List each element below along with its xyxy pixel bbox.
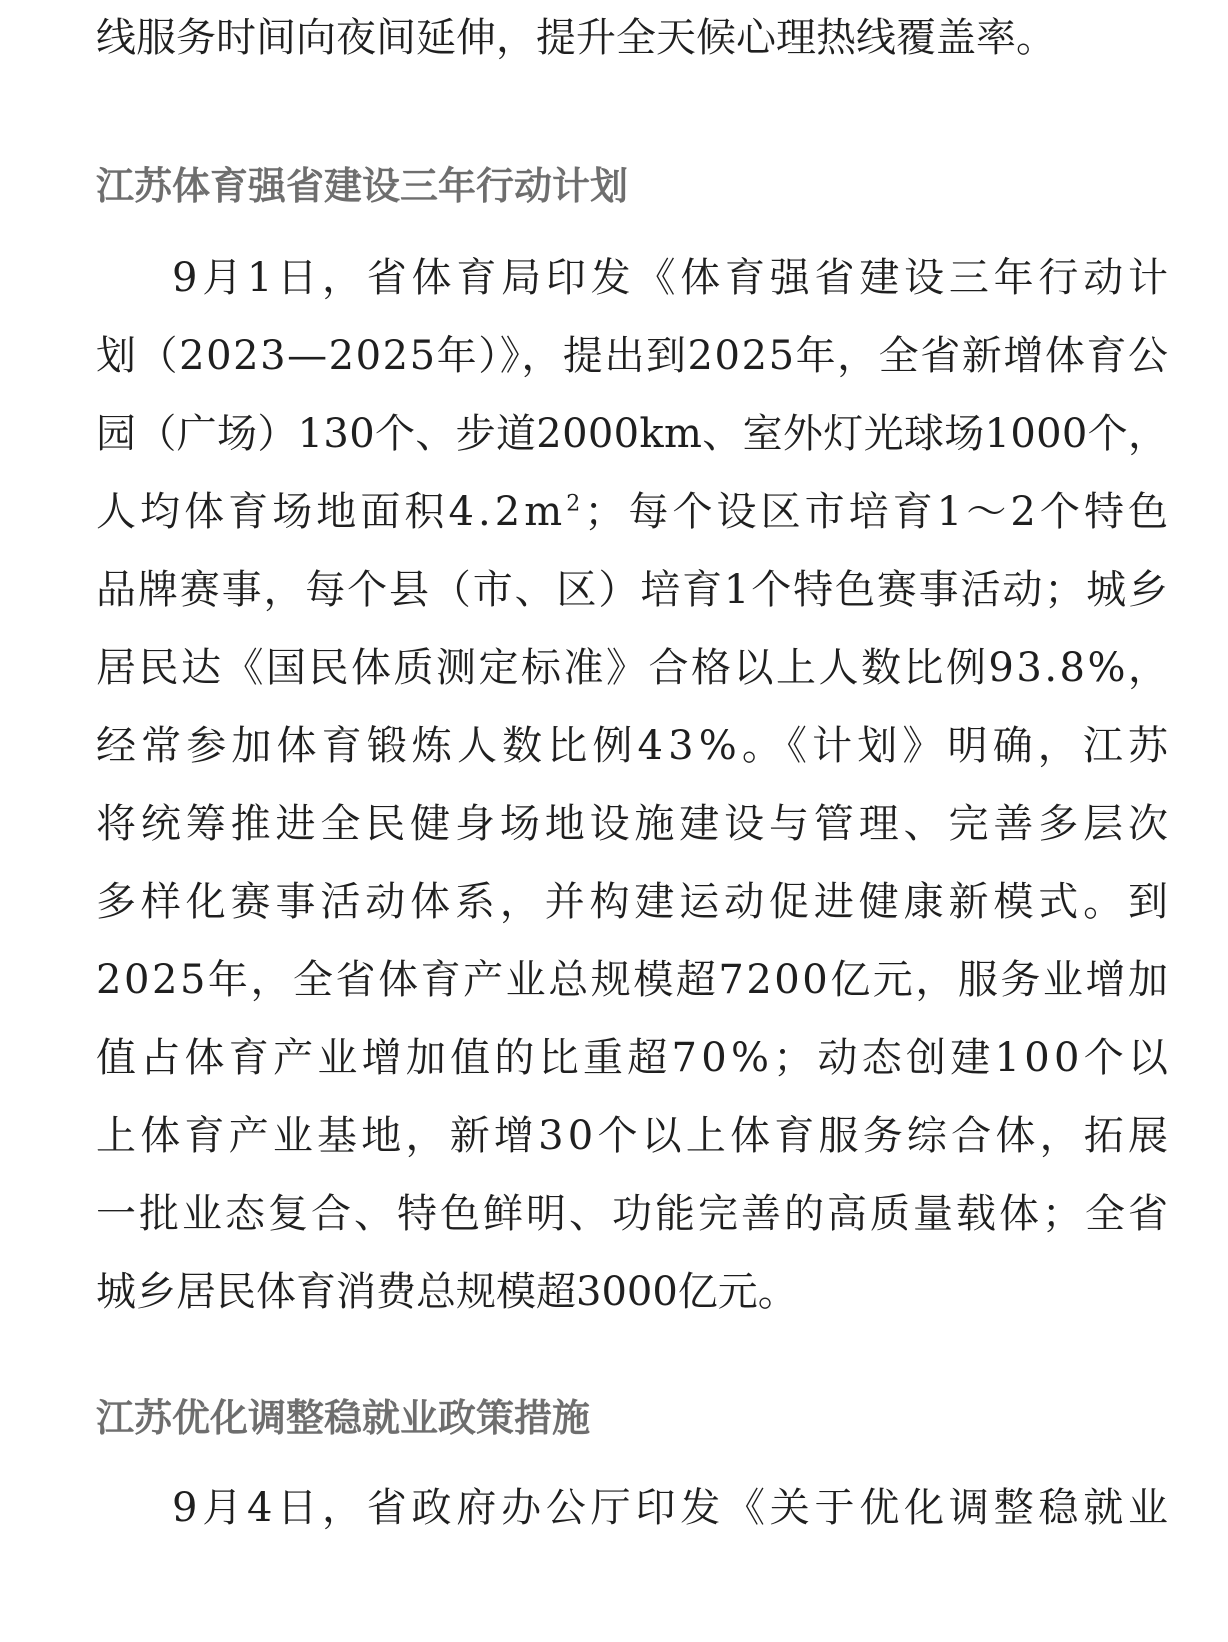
paragraph-line-with-superscript	[96, 488, 1173, 536]
paragraph-line: 园（广场）130个、步道2000km、室外灯光球场1000个，	[96, 411, 1169, 457]
paragraph-line-end: ；每个设区市培育1～2个特色	[584, 489, 1173, 535]
paragraph-line: 9月1日，省体育局印发《体育强省建设三年行动计	[172, 255, 1173, 301]
section-heading-employment: 江苏优化调整稳就业政策措施	[96, 1396, 591, 1440]
section-heading-sports: 江苏体育强省建设三年行动计划	[96, 164, 629, 208]
paragraph-line: 经常参加体育锻炼人数比例43%。《计划》明确，江苏	[96, 723, 1174, 769]
paragraph-line: 划（2023—2025年）》，提出到2025年，全省新增体育公	[96, 333, 1170, 379]
paragraph-line: 上体育产业基地，新增30个以上体育服务综合体，拓展	[96, 1113, 1173, 1159]
paragraph-line: 值占体育产业增加值的比重超70%；动态创建100个以	[96, 1035, 1173, 1081]
paragraph-line: 将统筹推进全民健身场地设施建设与管理、完善多层次	[96, 801, 1173, 847]
paragraph-line: 2025年，全省体育产业总规模超7200亿元，服务业增加	[96, 957, 1171, 1003]
paragraph-line: 品牌赛事，每个县（市、区）培育1个特色赛事活动；城乡	[96, 567, 1170, 613]
paragraph-line: 一批业态复合、特色鲜明、功能完善的高质量载体；全省	[96, 1191, 1171, 1237]
paragraph-line: 多样化赛事活动体系，并构建运动促进健康新模式。到	[96, 879, 1173, 925]
paragraph-line: 居民达《国民体质测定标准》合格以上人数比例93.8%，	[96, 645, 1171, 691]
intro-line: 线服务时间向夜间延伸，提升全天候心理热线覆盖率。	[96, 15, 1056, 61]
paragraph-line-start: 人均体育场地面积4.2m	[96, 489, 567, 535]
paragraph-line: 9月4日，省政府办公厅印发《关于优化调整稳就业	[172, 1485, 1173, 1531]
superscript: 2	[566, 491, 585, 517]
paragraph-line: 城乡居民体育消费总规模超3000亿元。	[96, 1269, 798, 1315]
